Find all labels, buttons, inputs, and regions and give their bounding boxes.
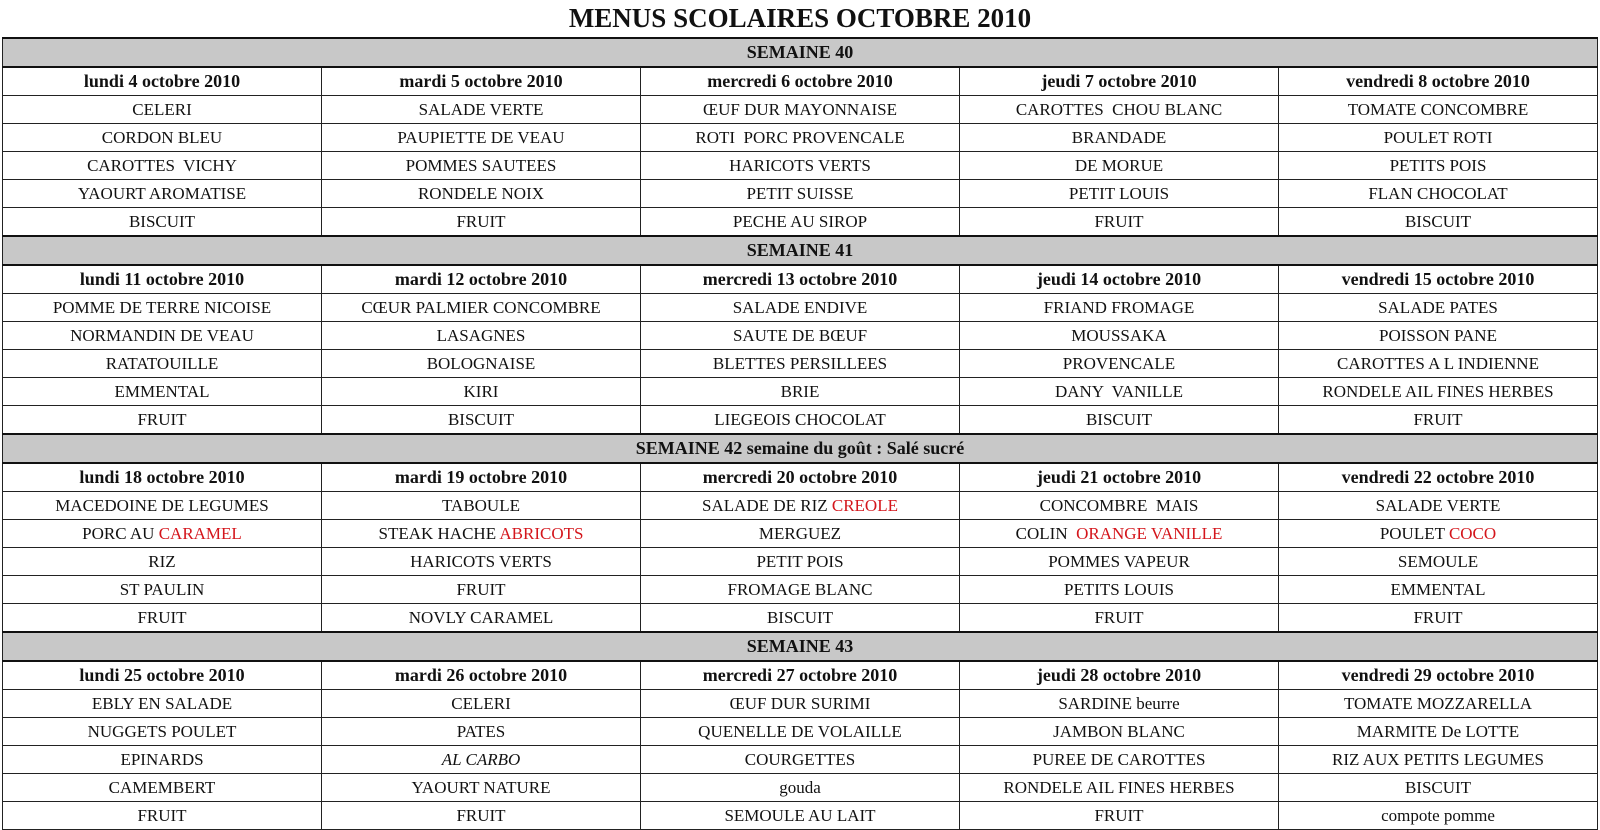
menu-item-text: ŒUF DUR MAYONNAISE [703,100,897,119]
menu-item-cell [960,180,1279,208]
menu-item-cell [322,604,641,633]
menu-item-text: CELERI [451,694,511,713]
menu-item-text: FRUIT [456,580,506,599]
menu-item-cell [960,718,1279,746]
menu-item-text: TOMATE MOZZARELLA [1343,694,1533,713]
menu-item-text: FRUIT [1094,806,1144,825]
menu-item-cell [322,294,641,322]
menu-item-cell [960,378,1279,406]
menu-item-cell [641,718,960,746]
menu-item-cell [3,96,322,124]
menu-item-cell [960,746,1279,774]
menu-item-text: FRUIT [456,212,506,231]
menu-item-text: LIEGEOIS CHOCOLAT [714,410,886,429]
week-header-row [3,236,1598,265]
menu-item-cell [1279,690,1598,718]
menu-item-cell [3,294,322,322]
day-header: mardi 12 octobre 2010 [322,265,641,294]
menu-item-text: PAUPIETTE DE VEAU [397,128,565,147]
menu-item-cell [3,322,322,350]
menu-item-cell [1279,802,1598,830]
menu-item-text: SEMOULE [1397,552,1479,571]
menu-item-text: TOMATE CONCOMBRE [1347,100,1529,119]
menu-item-cell [960,774,1279,802]
menu-item-cell [322,690,641,718]
menu-item-text: FRUIT [137,806,187,825]
menu-row [3,774,1598,802]
menu-item-text: SALADE VERTE [1375,496,1501,515]
menu-item-text: QUENELLE DE VOLAILLE [698,722,902,741]
menu-item-cell [1279,96,1598,124]
menu-item-text: COLIN [1015,524,1077,543]
menu-row [3,124,1598,152]
menu-item-cell [3,576,322,604]
menu-item-text: POISSON PANE [1379,326,1497,345]
menu-item-text: MARMITE De LOTTE [1356,722,1520,741]
menu-item-text: HARICOTS VERTS [410,552,552,571]
menu-item-cell [322,746,641,774]
menu-item-text: gouda [779,778,821,797]
menu-row [3,152,1598,180]
menu-row [3,604,1598,633]
menu-item-cell [960,406,1279,435]
menu-item-cell [322,718,641,746]
day-header: lundi 11 octobre 2010 [3,265,322,294]
day-header: lundi 4 octobre 2010 [3,67,322,96]
menu-item-cell [641,152,960,180]
week-label: SEMAINE 42 semaine du goût : Salé sucré [3,434,1598,463]
menu-item-cell [960,548,1279,576]
menu-item-text: FRIAND FROMAGE [1043,298,1195,317]
menu-row [3,520,1598,548]
menu-item-text: FLAN CHOCOLAT [1368,184,1508,203]
menu-item-cell [960,152,1279,180]
menu-item-text: PETITS POIS [1389,156,1487,175]
menu-row [3,492,1598,520]
menu-table [2,37,1598,830]
menu-item-text: ROTI PORC PROVENCALE [695,128,905,147]
menu-item-cell [322,124,641,152]
page-title: MENUS SCOLAIRES OCTOBRE 2010 [568,3,1032,33]
menu-item-text: POMME DE TERRE NICOISE [52,298,272,317]
day-header: jeudi 14 octobre 2010 [960,265,1279,294]
menu-item-text: BLETTES PERSILLEES [712,354,888,373]
menu-item-cell [1279,322,1598,350]
menu-item-text: FRUIT [137,410,187,429]
menu-item-cell [3,690,322,718]
menu-item-text: RIZ [148,552,176,571]
menu-item-text: FRUIT [1413,410,1463,429]
menu-item-cell [322,152,641,180]
menu-item-text: PORC AU [82,524,159,543]
menu-item-text: BRANDADE [1071,128,1167,147]
menu-item-cell [1279,774,1598,802]
menu-item-text: SARDINE beurre [1058,694,1180,713]
menu-item-text: DANY VANILLE [1054,382,1184,401]
day-header-row [3,661,1598,690]
menu-item-cell [1279,294,1598,322]
menu-item-text: POMMES SAUTEES [405,156,557,175]
menu-row [3,576,1598,604]
week-label: SEMAINE 41 [3,236,1598,265]
menu-item-text: TABOULE [442,496,520,515]
menu-item-cell [641,548,960,576]
menu-item-text: CONCOMBRE MAIS [1039,496,1199,515]
menu-item-cell [3,406,322,435]
day-header-row [3,67,1598,96]
menu-item-cell [960,294,1279,322]
menu-row [3,294,1598,322]
menu-item-cell [322,208,641,237]
day-header: vendredi 8 octobre 2010 [1279,67,1598,96]
menu-item-text: FRUIT [456,806,506,825]
menu-item-cell [641,96,960,124]
menu-item-text: SALADE PATES [1378,298,1498,317]
menu-item-text: CELERI [132,100,192,119]
day-header: lundi 18 octobre 2010 [3,463,322,492]
menu-item-text: MACEDOINE DE LEGUMES [55,496,269,515]
menu-item-text: CAROTTES VICHY [87,156,237,175]
menu-row [3,802,1598,830]
menu-row [3,718,1598,746]
menu-item-text: RONDELE AIL FINES HERBES [1003,778,1235,797]
menu-item-text: PECHE AU SIROP [732,212,868,231]
menu-item-text: NUGGETS POULET [87,722,237,741]
menu-item-cell [322,548,641,576]
menu-item-text: EMMENTAL [1390,580,1486,599]
menu-item-cell [960,690,1279,718]
menu-item-highlight: ABRICOTS [499,524,584,543]
menu-row [3,690,1598,718]
menu-item-cell [641,322,960,350]
menu-row [3,746,1598,774]
menu-item-text: FRUIT [1094,608,1144,627]
menu-item-cell [641,774,960,802]
week-header-row [3,38,1598,67]
menu-item-cell [322,774,641,802]
menu-item-text: HARICOTS VERTS [729,156,871,175]
menu-item-text: CAROTTES CHOU BLANC [1015,100,1223,119]
day-header: mercredi 6 octobre 2010 [641,67,960,96]
menu-item-cell [960,604,1279,633]
menu-item-text: PETITS LOUIS [1063,580,1175,599]
menu-item-cell [322,350,641,378]
menu-item-text: CAROTTES A L INDIENNE [1337,354,1539,373]
menu-item-text: POMMES VAPEUR [1048,552,1190,571]
menu-item-text: PROVENCALE [1062,354,1176,373]
menu-item-cell [3,378,322,406]
day-header: jeudi 21 octobre 2010 [960,463,1279,492]
menu-item-cell [1279,548,1598,576]
menu-item-cell [1279,492,1598,520]
menu-item-text: AL CARBO [441,750,521,769]
day-header: mardi 26 octobre 2010 [322,661,641,690]
menu-item-text: EMMENTAL [114,382,210,401]
menu-item-text: FRUIT [1094,212,1144,231]
menu-item-highlight: CREOLE [831,496,898,515]
menu-item-cell [1279,604,1598,633]
menu-item-text: BISCUIT [128,212,196,231]
menu-item-highlight: CARAMEL [158,524,242,543]
menu-item-text: PETIT SUISSE [746,184,854,203]
menu-row [3,350,1598,378]
menu-item-cell [960,208,1279,237]
menu-item-text: PETIT POIS [756,552,844,571]
menu-item-text: PUREE DE CAROTTES [1032,750,1206,769]
menu-item-cell [641,124,960,152]
menu-item-text: BISCUIT [1404,778,1472,797]
menu-item-text: BISCUIT [1404,212,1472,231]
menu-item-cell [322,576,641,604]
menu-item-cell [641,576,960,604]
day-header: mercredi 27 octobre 2010 [641,661,960,690]
menu-item-text: YAOURT NATURE [411,778,551,797]
menu-item-cell [641,406,960,435]
day-header: mardi 5 octobre 2010 [322,67,641,96]
menu-item-text: POULET [1379,524,1449,543]
menu-row [3,406,1598,435]
menu-item-text: JAMBON BLANC [1053,722,1185,741]
menu-item-cell [1279,152,1598,180]
menu-item-cell [960,520,1279,548]
menu-item-cell [3,124,322,152]
menu-item-cell [641,350,960,378]
menu-item-text: MOUSSAKA [1071,326,1167,345]
week-label: SEMAINE 40 [3,38,1598,67]
menu-item-cell [322,378,641,406]
menu-item-text: CORDON BLEU [101,128,223,147]
week-header-row [3,632,1598,661]
menu-item-text: SALADE VERTE [418,100,544,119]
day-header: mercredi 13 octobre 2010 [641,265,960,294]
menu-item-cell [3,208,322,237]
menu-item-cell [960,350,1279,378]
menu-item-text: SAUTE DE BŒUF [732,326,868,345]
menu-item-cell [641,604,960,633]
menu-item-cell [960,492,1279,520]
menu-item-text: SALADE DE RIZ [702,496,832,515]
menu-item-text: CAMEMBERT [108,778,216,797]
menu-item-cell [960,576,1279,604]
menu-item-text: EBLY EN SALADE [91,694,233,713]
menu-item-text: CŒUR PALMIER CONCOMBRE [361,298,601,317]
menu-item-cell [322,406,641,435]
menu-item-text: compote pomme [1381,806,1495,825]
menu-item-text: BISCUIT [1085,410,1153,429]
menu-item-text: ST PAULIN [119,580,205,599]
menu-item-text: POULET ROTI [1383,128,1493,147]
menu-item-text: NOVLY CARAMEL [408,608,554,627]
menu-item-cell [641,180,960,208]
menu-item-cell [641,802,960,830]
menu-item-cell [641,492,960,520]
menu-item-cell [960,124,1279,152]
menu-item-cell [1279,378,1598,406]
menu-item-text: FRUIT [137,608,187,627]
day-header-row [3,265,1598,294]
menu-item-cell [641,208,960,237]
menu-item-text: BISCUIT [766,608,834,627]
menu-row [3,548,1598,576]
menu-item-cell [3,604,322,633]
menu-item-text: PATES [456,722,506,741]
menu-row [3,180,1598,208]
menu-item-text: LASAGNES [436,326,526,345]
week-label: SEMAINE 43 [3,632,1598,661]
day-header: jeudi 28 octobre 2010 [960,661,1279,690]
menu-row [3,96,1598,124]
menu-item-cell [1279,406,1598,435]
menu-item-text: ŒUF DUR SURIMI [729,694,871,713]
menu-item-cell [322,492,641,520]
menu-item-text: SEMOULE AU LAIT [724,806,876,825]
day-header: jeudi 7 octobre 2010 [960,67,1279,96]
menu-item-cell [322,180,641,208]
menu-item-cell [3,718,322,746]
day-header: mardi 19 octobre 2010 [322,463,641,492]
menu-item-cell [960,802,1279,830]
menu-item-cell [1279,208,1598,237]
menu-item-cell [641,294,960,322]
menu-item-highlight: COCO [1448,524,1497,543]
menu-item-cell [960,96,1279,124]
day-header: vendredi 15 octobre 2010 [1279,265,1598,294]
menu-item-cell [3,520,322,548]
menu-item-cell [3,548,322,576]
menu-item-cell [3,746,322,774]
menu-item-cell [3,774,322,802]
menu-item-text: FROMAGE BLANC [727,580,873,599]
week-header-row [3,434,1598,463]
menu-row [3,208,1598,237]
menu-item-cell [960,322,1279,350]
day-header-row [3,463,1598,492]
menu-row [3,322,1598,350]
day-header: mercredi 20 octobre 2010 [641,463,960,492]
menu-item-text: MERGUEZ [758,524,842,543]
menu-row [3,378,1598,406]
menu-item-text: NORMANDIN DE VEAU [70,326,254,345]
menu-item-text: KIRI [463,382,499,401]
menu-item-cell [3,802,322,830]
menu-item-text: YAOURT AROMATISE [77,184,247,203]
menu-item-cell [1279,718,1598,746]
menu-item-cell [3,492,322,520]
menu-item-text: RONDELE NOIX [417,184,545,203]
menu-item-text: PETIT LOUIS [1068,184,1170,203]
day-header: vendredi 22 octobre 2010 [1279,463,1598,492]
menu-item-cell [3,180,322,208]
menu-item-cell [641,746,960,774]
menu-item-text: DE MORUE [1074,156,1164,175]
menu-item-cell [3,350,322,378]
menu-item-cell [641,520,960,548]
menu-item-cell [1279,746,1598,774]
menu-item-text: STEAK HACHE [378,524,500,543]
menu-item-cell [322,96,641,124]
menu-item-text: BISCUIT [447,410,515,429]
menu-item-cell [322,322,641,350]
menu-item-cell [641,378,960,406]
menu-item-text: RIZ AUX PETITS LEGUMES [1331,750,1545,769]
menu-item-cell [1279,180,1598,208]
day-header: vendredi 29 octobre 2010 [1279,661,1598,690]
menu-item-cell [322,802,641,830]
menu-item-text: SALADE ENDIVE [732,298,868,317]
menu-item-cell [1279,124,1598,152]
menu-item-text: BRIE [780,382,820,401]
menu-item-cell [322,520,641,548]
menu-item-highlight: ORANGE VANILLE [1076,524,1223,543]
menu-item-text: RONDELE AIL FINES HERBES [1322,382,1554,401]
day-header: lundi 25 octobre 2010 [3,661,322,690]
menu-item-cell [1279,350,1598,378]
menu-item-cell [1279,576,1598,604]
menu-item-cell [3,152,322,180]
menu-item-text: RATATOUILLE [105,354,219,373]
menu-item-text: COURGETTES [744,750,856,769]
menu-item-text: EPINARDS [120,750,204,769]
menu-item-text: FRUIT [1413,608,1463,627]
menu-item-text: BOLOGNAISE [426,354,536,373]
menu-item-cell [641,690,960,718]
menu-item-cell [1279,520,1598,548]
